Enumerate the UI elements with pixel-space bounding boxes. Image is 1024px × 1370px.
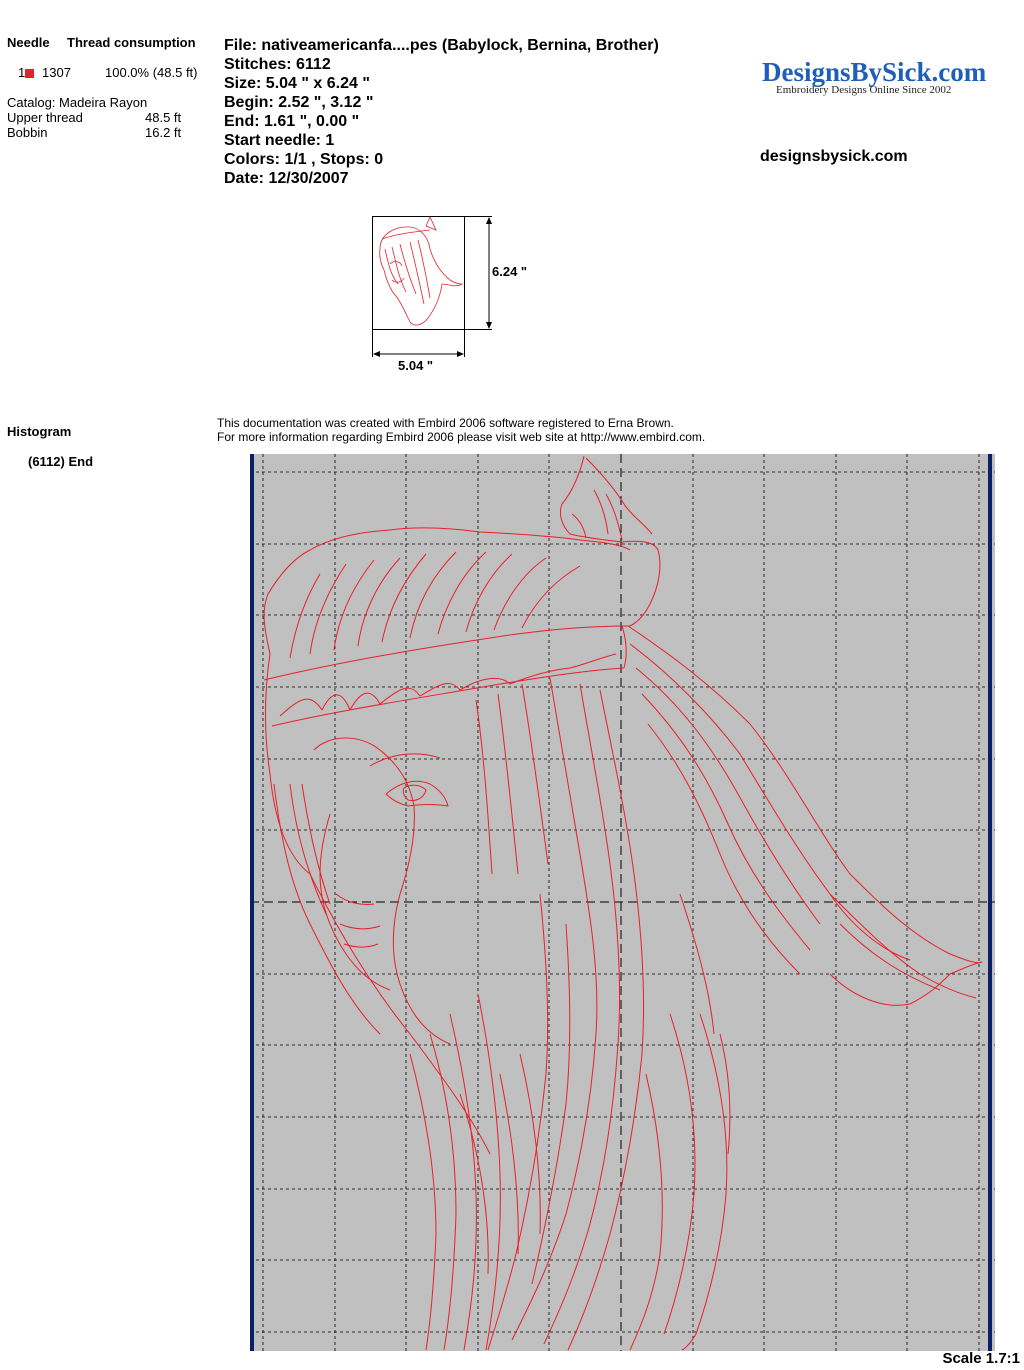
upper-thread-value: 48.5 ft [145, 110, 182, 125]
end-position: End: 1.61 ", 0.00 " [224, 113, 360, 130]
preview-height-label: 6.24 " [492, 264, 528, 279]
thread-code: 1307 [42, 65, 71, 80]
design-size: Size: 5.04 " x 6.24 " [224, 75, 370, 92]
needle-header: Needle [7, 35, 50, 50]
thread-row [18, 65, 34, 80]
bobbin-label: Bobbin [7, 125, 48, 140]
start-needle: Start needle: 1 [224, 132, 335, 149]
needle-number: 1 [18, 65, 26, 80]
scale-label: Scale 1.7:1 [942, 1350, 1020, 1367]
design-canvas [250, 454, 995, 1351]
design-date: Date: 12/30/2007 [224, 170, 349, 187]
notice-line-1: This documentation was created with Embird 2006 software registered to Erna Brown. [217, 416, 674, 430]
file-name: File: nativeamericanfa....pes (Babylock, Bernina, Brother) [224, 37, 659, 54]
hoop-right-edge [988, 454, 992, 1351]
logo-tagline: Embroidery Designs Online Since 2002 [776, 84, 952, 96]
thread-usage: 100.0% (48.5 ft) [105, 65, 198, 80]
preview-width-label: 5.04 " [398, 358, 434, 373]
software-notice [217, 416, 705, 444]
thread-color-swatch [25, 69, 34, 78]
file-info [224, 36, 659, 188]
colors-stops: Colors: 1/1 , Stops: 0 [224, 151, 384, 168]
hoop-left-edge [250, 454, 254, 1351]
preview-svg [370, 214, 540, 374]
notice-line-2: For more information regarding Embird 2006 please visit web site at http://www.embird.com. [217, 430, 706, 444]
brand-logo [762, 58, 986, 96]
design-preview [370, 214, 540, 374]
stitch-figure [264, 456, 982, 1350]
thread-catalog: Catalog: Madeira Rayon [7, 95, 148, 110]
histogram-title: Histogram [7, 424, 72, 439]
stitch-count: Stitches: 6112 [224, 56, 331, 73]
site-url: designsbysick.com [760, 148, 908, 165]
histogram-entry: (6112) End [28, 454, 94, 469]
bobbin-value: 16.2 ft [145, 125, 182, 140]
logo-text: DesignsBySick.com [762, 57, 987, 87]
center-guides [250, 454, 995, 1351]
canvas-svg [250, 454, 995, 1351]
begin-position: Begin: 2.52 ", 3.12 " [224, 94, 374, 111]
thread-consumption-header: Thread consumption [67, 35, 196, 50]
upper-thread-label: Upper thread [7, 110, 83, 125]
